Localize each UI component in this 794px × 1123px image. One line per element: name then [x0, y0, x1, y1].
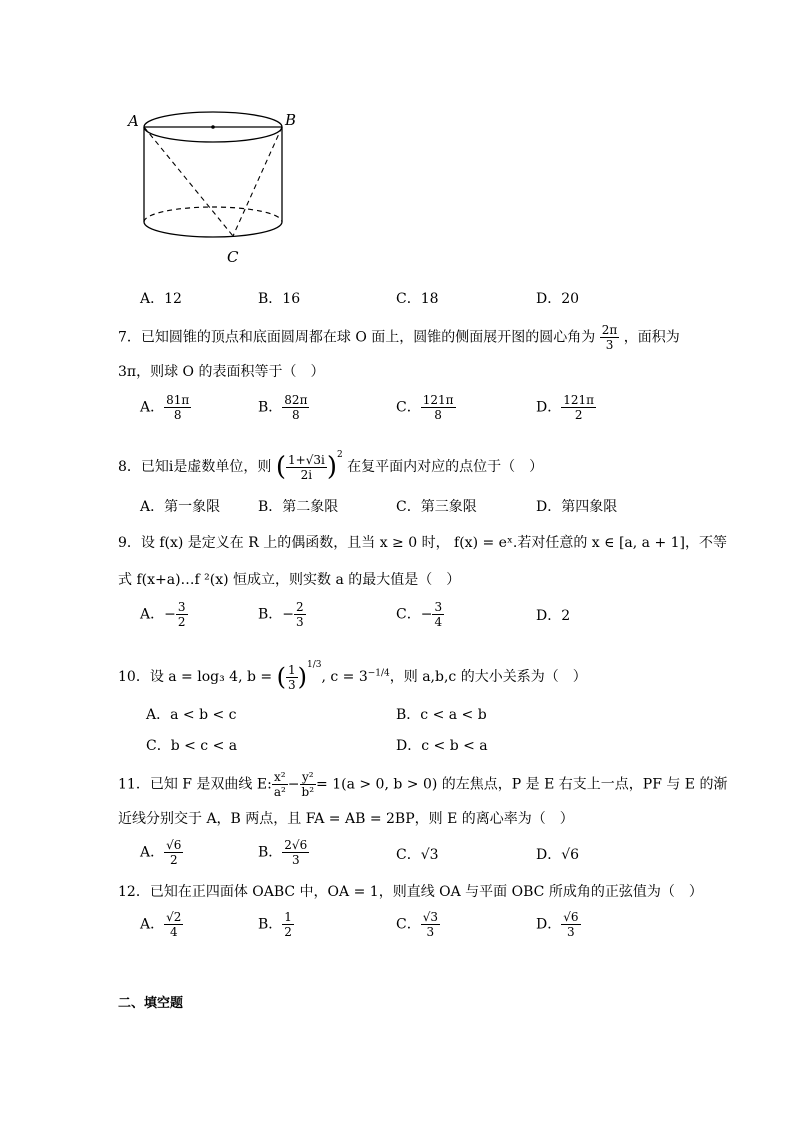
q11-option-b-num: 2√6 [284, 838, 308, 852]
q9-option-d-text: 2 [561, 608, 571, 624]
q12-option-a[interactable] [140, 910, 183, 939]
q6-option-d[interactable]: D．20 [536, 291, 580, 307]
q9-option-a-letter: A． [140, 606, 165, 623]
q7-option-c[interactable] [396, 393, 456, 422]
q11-f2-num: y² [300, 770, 317, 785]
q10-b-num: 1 [287, 662, 296, 677]
q11-option-d-letter: D． [536, 847, 562, 863]
q9-option-b-den: 3 [296, 615, 304, 629]
q7-text: 7．已知圆锥的顶点和底面圆周都在球 O 面上，圆锥的侧面展开图的圆心角为 [118, 329, 596, 346]
q6-option-c[interactable]: C．18 [396, 291, 439, 307]
q10-text: 10．设 a = log₃ 4, b = [118, 669, 273, 685]
q7-option-a-num: 81π [166, 393, 190, 407]
q11-text-line2: 近线分别交于 A，B 两点，且 FA = AB = 2BP，则 E 的离心率为（ ） [118, 811, 574, 827]
q8-text: 8．已知i是虚数单位，则 [118, 459, 272, 475]
q9-option-c[interactable] [396, 600, 444, 629]
q7-text-tail: ，面积为 [623, 329, 680, 346]
q10-exp: −1/4 [367, 668, 390, 679]
q12-option-b-letter: B． [258, 916, 283, 933]
q7-option-c-num: 121π [422, 393, 454, 407]
q9-option-c-letter: C． [396, 606, 421, 623]
q12-option-d-den: 3 [567, 925, 575, 939]
q7-text-line2: 3π，则球 O 的表面积等于（ ） [118, 364, 325, 380]
cylinder-figure [120, 105, 310, 275]
q9-option-a-num: 3 [177, 600, 186, 614]
q6-option-a[interactable]: A．12 [140, 291, 182, 307]
q12-option-c-den: 3 [426, 925, 435, 939]
q11-text: 11．已知 F 是双曲线 E: [118, 776, 272, 793]
q11-option-d-text: √6 [561, 847, 580, 863]
q9-option-c-sign: − [420, 606, 433, 623]
q7-option-d-letter: D． [536, 399, 562, 416]
q7-option-a[interactable] [140, 393, 191, 422]
q11-f1-num: x² [272, 770, 288, 785]
q8-option-c[interactable]: C．第三象限 [396, 499, 477, 515]
q7-option-a-den: 8 [173, 408, 182, 422]
q9-option-b[interactable] [258, 600, 306, 629]
q8-power: 2 [336, 450, 343, 460]
q11-f2-den: b² [301, 785, 315, 799]
q8-option-d[interactable]: D．第四象限 [536, 499, 618, 515]
q6-option-b[interactable]: B．16 [258, 291, 301, 307]
q9-option-a[interactable] [140, 600, 188, 629]
q8-option-a[interactable]: A．第一象限 [140, 499, 221, 515]
q9-text: 9．设 f(x) 是定义在 R 上的偶函数，且当 x ≥ 0 时， f(x) = eˣ.若对任意的 x ∈ [a, a + 1]，不等 [118, 535, 727, 551]
q12-option-b[interactable] [258, 910, 294, 939]
section-title-fill-in: 二、填空题 [118, 996, 184, 1011]
q9-option-d[interactable] [536, 606, 570, 626]
q11-option-b-den: 3 [291, 853, 300, 867]
q11-option-a-num: √6 [166, 838, 182, 852]
q11-option-c-text: √3 [420, 847, 439, 863]
q11-option-c[interactable] [396, 845, 439, 865]
q11-f1-den: a² [273, 785, 286, 799]
q11-option-a[interactable] [140, 838, 183, 867]
q7-option-a-letter: A． [140, 399, 165, 416]
q12-option-c-letter: C． [396, 916, 421, 933]
q8-option-b[interactable]: B．第二象限 [258, 499, 339, 515]
q12-option-a-den: 4 [169, 925, 178, 939]
q9-option-c-num: 3 [434, 600, 443, 614]
q7-option-b[interactable] [258, 393, 309, 422]
q10-option-c[interactable]: C．b < c < a [146, 738, 238, 754]
label-b: B [285, 111, 297, 129]
q12-option-b-num: 1 [284, 910, 292, 924]
q12-text: 12．已知在正四面体 OABC 中，OA = 1，则直线 OA 与平面 OBC 所成角的正弦值为（ ） [118, 884, 703, 900]
q10-option-d[interactable]: D．c < b < a [396, 738, 488, 754]
q12-option-c-num: √3 [422, 910, 438, 924]
q7-option-b-letter: B． [258, 399, 283, 416]
q10-b-exp: 1/3 [306, 660, 322, 670]
q11-text-tail: = 1(a > 0, b > 0) 的左焦点，P 是 E 右支上一点，PF 与 E 的渐 [316, 776, 728, 793]
q9-text-line2: 式 f(x+a)…f ²(x) 恒成立，则实数 a 的最大值是（ ） [118, 572, 461, 588]
q10-mid: , c = 3 [321, 669, 368, 685]
cylinder-diagram [120, 105, 310, 275]
q7-fraction [600, 323, 620, 352]
q7-option-b-den: 8 [292, 408, 300, 422]
q11-option-d[interactable] [536, 845, 579, 865]
q7-option-d-num: 121π [563, 393, 595, 407]
q10-option-a[interactable]: A．a < b < c [146, 707, 237, 723]
q10-option-b[interactable]: B．c < a < b [396, 707, 487, 723]
q11-option-c-letter: C． [396, 847, 421, 863]
q12-option-a-letter: A． [140, 916, 165, 933]
q9-option-b-sign: − [282, 606, 295, 623]
q8-frac-den: 2i [300, 467, 313, 482]
q12-option-d-num: √6 [563, 910, 579, 924]
q7-frac-num: 2π [601, 323, 618, 337]
label-a: A [128, 112, 139, 130]
q12-option-d-letter: D． [536, 916, 562, 933]
q11-option-a-den: 2 [169, 853, 178, 867]
q7-option-c-den: 8 [434, 408, 442, 422]
q9-option-a-den: 2 [177, 615, 186, 629]
q12-option-d[interactable] [536, 910, 581, 939]
q7-frac-den: 3 [605, 338, 614, 352]
q11-option-a-letter: A． [140, 844, 165, 861]
q10-text-tail: ，则 a,b,c 的大小关系为（ ） [389, 669, 587, 685]
q9-option-a-sign: − [164, 606, 176, 623]
q7-option-c-letter: C． [396, 399, 421, 416]
q12-option-c[interactable] [396, 910, 440, 939]
q7-option-d[interactable] [536, 393, 596, 422]
q9-option-d-letter: D． [536, 608, 562, 624]
q11-option-b-letter: B． [258, 844, 283, 861]
q12-option-a-num: √2 [166, 910, 182, 924]
q9-option-b-num: 2 [296, 600, 304, 614]
q7-option-b-num: 82π [284, 393, 308, 407]
q7-option-d-den: 2 [574, 408, 583, 422]
q9-option-b-letter: B． [258, 606, 283, 623]
label-c: C [227, 248, 239, 266]
q10-b-den: 3 [287, 677, 296, 692]
q11-option-b[interactable] [258, 838, 309, 867]
q8-frac-num: 1+√3i [288, 452, 325, 467]
q9-option-c-den: 4 [434, 615, 443, 629]
q12-option-b-den: 2 [284, 925, 292, 939]
q8-text-tail: 在复平面内对应的点位于（ ） [347, 459, 544, 475]
